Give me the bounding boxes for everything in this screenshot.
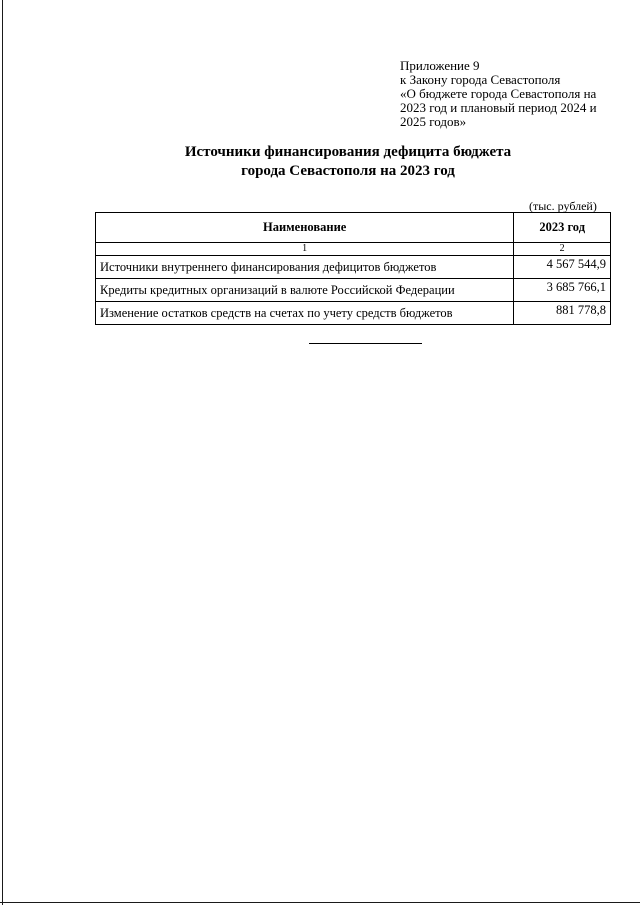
table-row: [96, 256, 611, 279]
row-value: 4 567 544,9: [514, 256, 611, 279]
table-row: [96, 279, 611, 302]
annex-line-2: к Закону города Севастополя: [400, 72, 561, 87]
row-value: 3 685 766,1: [514, 279, 611, 302]
page-edge-left: [2, 0, 3, 905]
budget-sources-table: [95, 212, 611, 325]
table-row: [96, 302, 611, 325]
row-value: 881 778,8: [514, 302, 611, 325]
title-line-1: Источники финансирования дефицита бюджета: [184, 144, 512, 160]
column-number-2: 2: [514, 243, 611, 256]
annex-header: [400, 59, 630, 129]
column-number-1: 1: [96, 243, 514, 256]
row-name: Кредиты кредитных организаций в валюте Российской Федерации: [96, 279, 514, 302]
document-title: [0, 143, 640, 181]
annex-line-1: Приложение 9: [400, 58, 480, 73]
title-line-2: города Севастополя на 2023 год: [241, 163, 455, 179]
page-edge-bottom: [0, 902, 640, 903]
annex-line-4: 2023 год и плановый период 2024 и: [400, 100, 597, 115]
header-year: 2023 год: [514, 213, 611, 243]
annex-line-5: 2025 годов»: [400, 114, 467, 129]
table-header-row: [96, 213, 611, 243]
row-name: Изменение остатков средств на счетах по учету средств бюджетов: [96, 302, 514, 325]
row-name: Источники внутреннего финансирования дефицитов бюджетов: [96, 256, 514, 279]
closing-rule: [309, 343, 422, 344]
column-number-row: [96, 243, 611, 256]
annex-line-3: «О бюджете города Севастополя на: [400, 86, 597, 101]
header-name: Наименование: [96, 213, 514, 243]
units-label: (тыс. рублей): [529, 199, 597, 213]
